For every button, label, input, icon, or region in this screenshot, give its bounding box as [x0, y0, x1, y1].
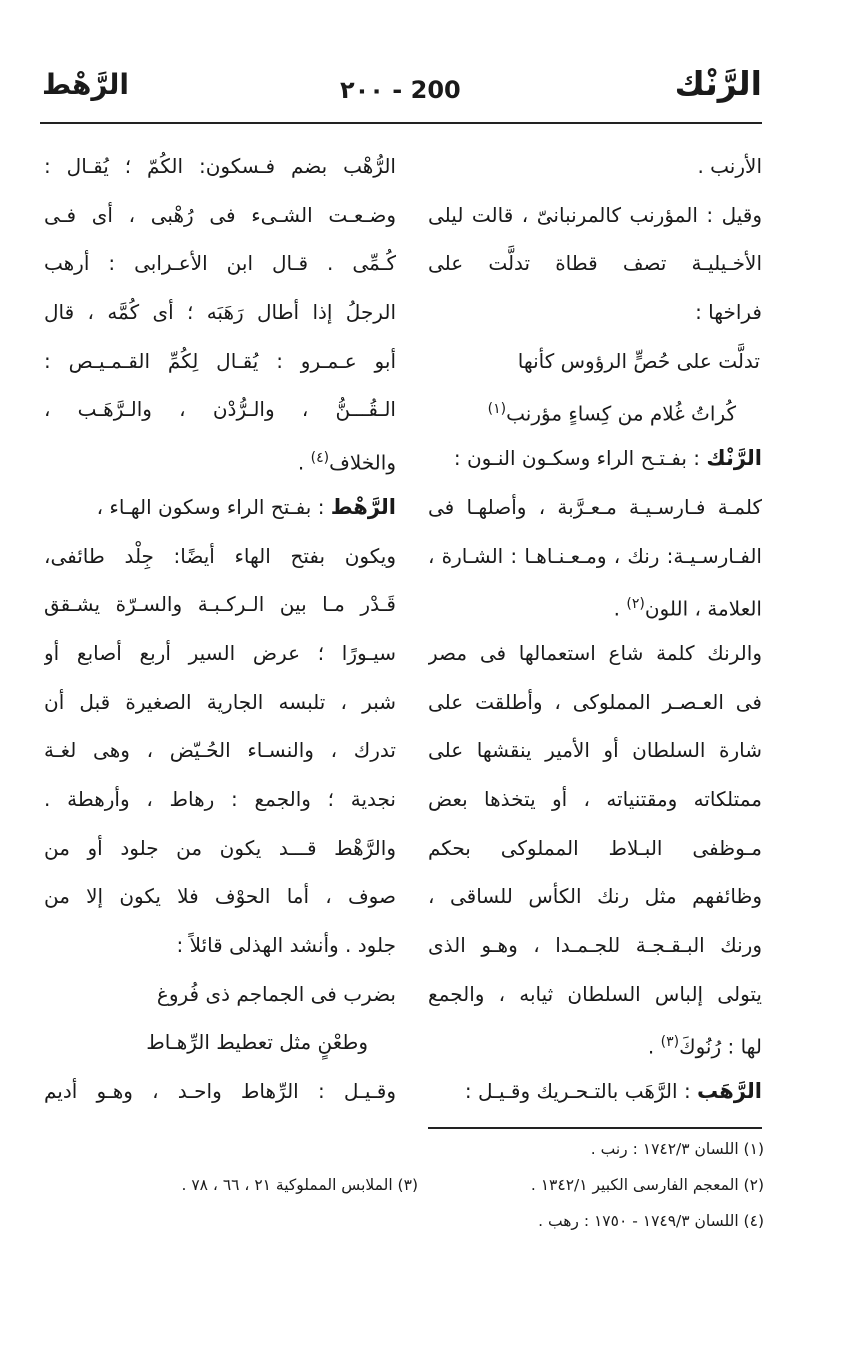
footnote-4: (٤) اللسان ١٧٤٩/٣ - ١٧٥٠ : رهب . [538, 1212, 764, 1230]
footnote-marker: (٣) [660, 1034, 680, 1051]
footnote-rule [428, 1127, 762, 1129]
text-line: وظائفهم مثل رنك الكأس للساقى ، [428, 884, 762, 909]
text-line: والرنك كلمة شاع استعمالها فى مصر [428, 640, 762, 665]
text-line: ويكون بفتح الهاء أيضًا: جِلْد طائفى، [44, 543, 396, 568]
text-line: والرَّهْط قـــد يكون من جلود أو من [44, 835, 396, 860]
text-line: يتولى إلباس السلطان ثيابه ، والجمع [428, 981, 762, 1006]
text-line: ممتلكاته ومقتنياته ، أو يتخذها بعض [428, 786, 762, 811]
verse-text: كُراتُ غُلام من كِساءٍ مؤرنب [506, 402, 736, 427]
text-line: صوف ، أما الحوْف فلا يكون إلا من [44, 884, 396, 909]
text-line [428, 580, 762, 629]
text-line: قَـدْر مـا بين الـركـبـة والسـرّة يشـقق [44, 592, 396, 617]
text-line: فى العـصـر المملوكى ، وأطلقت على [428, 689, 762, 714]
text-line: الرجلُ إذا أطال رَهَبَه ؛ أى كُمَّه ، قال [44, 300, 396, 325]
header-rule [40, 122, 762, 124]
text-span: لها : رُنُوكَ [679, 1035, 762, 1060]
text-span: . [647, 1035, 661, 1060]
verse-line [428, 385, 762, 434]
text-line: الأخـيليـة تصف قطاة تدلَّت على [428, 251, 762, 276]
entry-text: : بفـتح الراء وسكون الهـاء ، [96, 494, 331, 519]
text-line: أبو عـمـرو : يُقـال لِكُمِّ القـمـيـص : [44, 348, 396, 373]
running-head-left: الرَّهْط [42, 68, 129, 101]
entry-headword: الرَّهَب [697, 1079, 762, 1104]
entry-text: : الرَّهَب بالتـحـريك وقـيـل : [464, 1079, 698, 1104]
running-head-right: الرَّنْك [674, 64, 762, 103]
text-line: تدرك ، والنسـاء الحُـيّض ، وهى لغـة [44, 738, 396, 763]
text-line: وقيل : المؤرنب كالمرنبانىّ ، قالت ليلى [428, 202, 762, 227]
text-line: شارة السلطان أو الأمير ينقشها على [428, 738, 762, 763]
text-line: كُـمِّى . قـال ابن الأعـرابى : أرهب [44, 251, 396, 276]
footnote-1: (١) اللسان ١٧٤٢/٣ : رنب . [590, 1140, 764, 1158]
entry-headword: الرَّهْط [330, 494, 396, 519]
text-line: شبر ، تلبسه الجارية الصغيرة قبل أن [44, 689, 396, 714]
text-line: مـوظفى البـلاط المملوكى بحكم [428, 835, 762, 860]
page-header [40, 62, 762, 118]
left-column [44, 142, 396, 1116]
text-line: الرُّهْب بضم فـسكون: الكُمّ ؛ يُقـال : [44, 154, 396, 178]
footnote-3: (٣) الملابس المملوكية ٢١ ، ٦٦ ، ٧٨ . [181, 1176, 418, 1194]
text-line [44, 434, 396, 483]
verse-line: تدلَّت على حُصٍّ الرؤوس كأنها [517, 348, 760, 373]
entry-headword: الرَّنْك [706, 446, 762, 471]
text-line: فراخها : [695, 300, 762, 325]
text-span: . [613, 596, 627, 621]
text-line: وقـيـل : الرِّهاط واحـد ، وهـو أديم [44, 1079, 396, 1104]
page-number: ٢٠٠ - 200 [340, 76, 461, 104]
text-line: كلمـة فـارسـيـة مـعـرَّبة ، وأصلهـا فى [428, 494, 762, 519]
text-line: الأرنب . [697, 154, 762, 178]
text-line: جلود . وأنشد الهذلى قائلاً : [176, 933, 396, 957]
footnote-2: (٢) المعجم الفارسى الكبير ١٣٤٢/١ . [530, 1176, 764, 1194]
entry-line [428, 434, 762, 483]
text-line: وضـعـت الشـىء فى رُهْبى ، أى فـى [44, 202, 396, 227]
text-line [428, 1018, 762, 1067]
right-column [428, 142, 762, 1116]
text-line: نجدية ؛ والجمع : رهاط ، وأرهطة . [44, 786, 396, 811]
footnote-marker: (٢) [626, 596, 645, 613]
verse-line: بضرب فى الجماجم ذى فُروغ [156, 981, 396, 1006]
text-span: العلامة ، اللون [644, 596, 762, 621]
entry-line [44, 483, 396, 532]
footnote-marker: (٤) [310, 450, 330, 467]
verse-line: وطعْنٍ مثل تعطيط الرِّهـاط [146, 1030, 368, 1055]
text-line: سيـورًا ؛ عرض السير أربع أصابع أو [44, 640, 396, 665]
text-line: الـقُـــنُّ ، والـرُّدْن ، والـرَّهَـب ، [44, 397, 396, 422]
text-span: . [297, 450, 311, 475]
entry-line [428, 1067, 762, 1116]
text-span: والخلاف [329, 450, 396, 475]
footnote-marker: (١) [487, 401, 507, 418]
text-line: الفـارسـيـة: رنك ، ومـعـنـاهـا : الشـارة ، [428, 543, 762, 568]
text-line: ورنك البـقـجـة للجـمـدا ، وهـو الذى [428, 933, 762, 957]
entry-text: : بفـتـح الراء وسكـون النـون : [453, 446, 707, 471]
